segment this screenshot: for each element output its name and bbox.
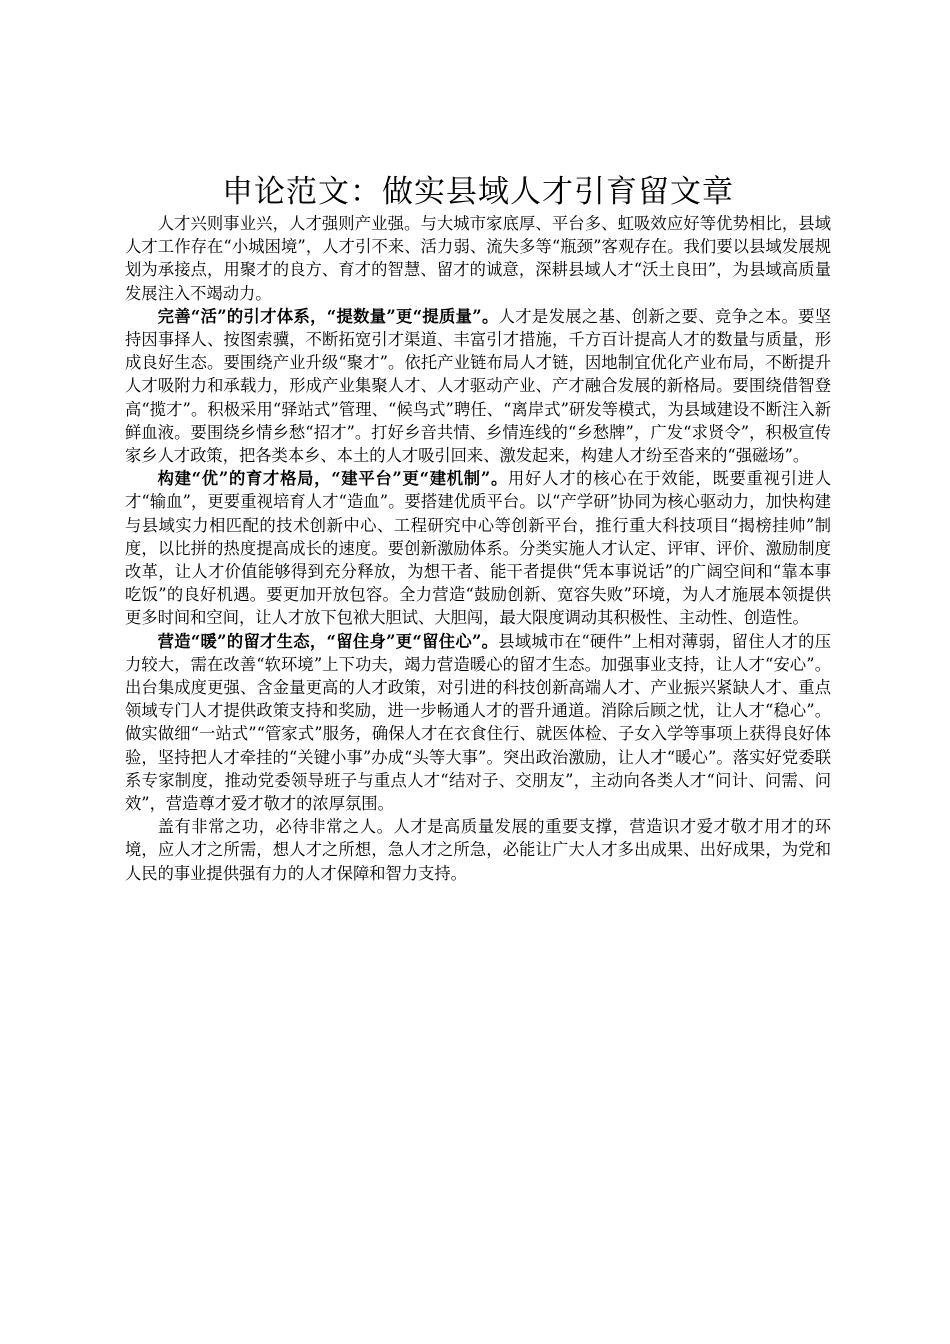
- paragraph-conclusion: [125, 815, 831, 885]
- paragraph-cultivate-talent: [125, 467, 831, 629]
- paragraph-text: 用好人才的核心在于效能，既要重视引进人才“输血”，更要重视培育人才“造血”。要搭建优质平台。以“产学研”协同为核心驱动力，加快构建与县域实力相匹配的技术创新中心、工程研究中心等创新平台，推行重大科技项目“揭榜挂帅”制度，以比拼的热度提高成长的速度。要创新激励体系。分类实施人才认定、评审、评价、激励制度改革，让人才价值能够得到充分释放，为想干者、能干者提供“凭本事说话”的广阔空间和“靠本事吃饭”的良好机遇。要更加开放包容。全力营造“鼓励创新、宽容失败”环境，为人才施展本领提供更多时间和空间，让人才放下包袱大胆试、大胆闯，最大限度调动其积极性、主动性、创造性。: [125, 469, 831, 628]
- paragraph-text: 县域城市在“硬件”上相对薄弱，留住人才的压力较大，需在改善“软环境”上下功夫，竭力营造暖心的留才生态。加强事业支持，让人才“安心”。出台集成度更强、含金量更高的人才政策，对引进的科技创新高端人才、产业振兴紧缺人才、重点领域专门人才提供政策支持和奖励，进一步畅通人才的晋升通道。消除后顾之忧，让人才“稳心”。做实做细“一站式”“管家式”服务，确保人才在衣食住行、就医体检、子女入学等事项上获得良好体验，坚持把人才牵挂的“关键小事”办成“头等大事”。突出政治激励，让人才“暖心”。落实好党委联系专家制度，推动党委领导班子与重点人才“结对子、交朋友”，主动向各类人才“问计、问需、问效”，营造尊才爱才敬才的浓厚氛围。: [125, 631, 831, 814]
- document-title: 申论范文：做实县域人才引育留文章: [222, 174, 734, 210]
- paragraph-recruit-talent: [125, 305, 831, 467]
- paragraph-intro: [125, 212, 831, 305]
- paragraph-heading: 构建“优”的育才格局，“建平台”更“建机制”。: [157, 469, 508, 489]
- document-page: [125, 172, 831, 885]
- paragraph-text: 人才兴则事业兴，人才强则产业强。与大城市家底厚、平台多、虹吸效应好等优势相比，县域人才工作存在“小城困境”，人才引不来、活力弱、流失多等“瓶颈”客观存在。我们要以县域发展规划为承接点，用聚才的良方、育才的智慧、留才的诚意，深耕县域人才“沃土良田”，为县域高质量发展注入不竭动力。: [125, 214, 831, 303]
- paragraph-text: 人才是发展之基、创新之要、竞争之本。要坚持因事择人、按图索骥，不断拓宽引才渠道、丰富引才措施，千方百计提高人才的数量与质量，形成良好生态。要围绕产业升级“聚才”。依托产业链布局人才链，因地制宜优化产业布局，不断提升人才吸附力和承载力，形成产业集聚人才、人才驱动产业、产才融合发展的新格局。要围绕借智登高“揽才”。积极采用“驿站式”管理、“候鸟式”聘任、“离岸式”研发等模式，为县域建设不断注入新鲜血液。要围绕乡情乡愁“招才”。打好乡音共情、乡情连线的“乡愁牌”，广发“求贤令”，积极宣传家乡人才政策，把各类本乡、本土的人才吸引回来、激发起来，构建人才纷至沓来的“强磁场”。: [125, 306, 831, 466]
- paragraph-heading: 完善“活”的引才体系，“提数量”更“提质量”。: [157, 306, 499, 326]
- paragraph-text: 盖有非常之功，必待非常之人。人才是高质量发展的重要支撑，营造识才爱才敬才用才的环境，应人才之所需，想人才之所想，急人才之所急，必能让广大人才多出成果、出好成果，为党和人民的事业提供强有力的人才保障和智力支持。: [125, 817, 831, 883]
- paragraph-heading: 营造“暖”的留才生态，“留住身”更“留住心”。: [157, 631, 499, 651]
- paragraph-retain-talent: [125, 630, 831, 816]
